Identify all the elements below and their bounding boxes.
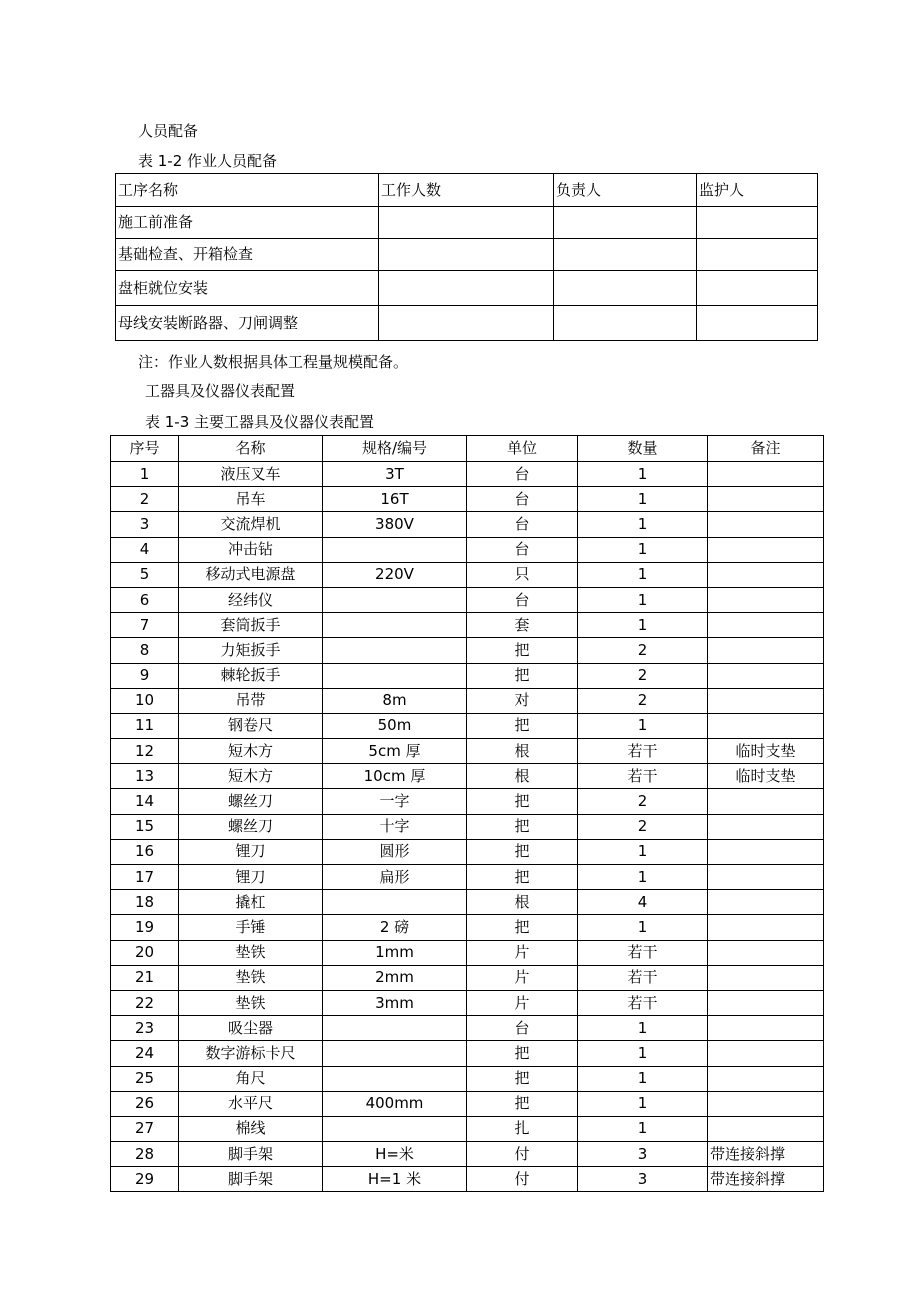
table-cell [708,487,824,512]
table-cell: 扎 [467,1116,578,1141]
table-cell [708,638,824,663]
table-cell: 4 [111,537,179,562]
table-cell: 27 [111,1116,179,1141]
table-cell: 带连接斜撑 [708,1142,824,1167]
table-cell: 20 [111,940,179,965]
table-cell [323,1116,467,1141]
table-row [116,239,818,271]
table-cell: 螺丝刀 [179,789,323,814]
table-cell: 2mm [323,965,467,990]
table-cell: 16 [111,839,179,864]
table-row [111,1142,824,1167]
table-cell [708,965,824,990]
table-cell: 片 [467,940,578,965]
table-header-row [111,436,824,462]
table-cell: 3T [323,462,467,487]
table-row [111,587,824,612]
table-cell: 5 [111,562,179,587]
table-row [111,512,824,537]
table-cell: 若干 [578,990,708,1015]
table-cell: 50m [323,713,467,738]
table-cell: 规格/编号 [323,436,467,462]
table-cell: 25 [111,1066,179,1091]
table-cell: 锂刀 [179,865,323,890]
table-cell: 对 [467,688,578,713]
table-cell: 若干 [578,965,708,990]
table-cell: 台 [467,462,578,487]
table-cell [708,713,824,738]
table-cell [379,207,554,239]
table-cell: 6 [111,587,179,612]
table-cell: 垫铁 [179,965,323,990]
table-cell: 1mm [323,940,467,965]
table-cell [708,839,824,864]
table-cell [379,271,554,306]
table-cell: 只 [467,562,578,587]
table-cell: 若干 [578,940,708,965]
table-row [111,663,824,688]
table-cell: 把 [467,839,578,864]
table-cell [708,1116,824,1141]
table-row [111,1066,824,1091]
table-row [111,915,824,940]
tools-table [110,435,824,1192]
table-row [111,890,824,915]
table-cell: 1 [578,1041,708,1066]
table-cell: 8m [323,688,467,713]
table-cell: 1 [578,865,708,890]
table-row [111,487,824,512]
staff-table [115,173,818,341]
table-cell: 1 [578,1066,708,1091]
table-cell: 5cm 厚 [323,739,467,764]
table-cell: 10cm 厚 [323,764,467,789]
staff-note: 注：作业人数根据具体工程量规模配备。 [138,353,409,371]
table-row [116,271,818,306]
table-row [111,814,824,839]
table-cell: 2 [578,663,708,688]
table-cell: 400mm [323,1091,467,1116]
table-cell: 片 [467,965,578,990]
table-cell: 把 [467,1091,578,1116]
table-cell: 套筒扳手 [179,613,323,638]
table-cell: 台 [467,537,578,562]
table-cell: 220V [323,562,467,587]
table-cell: 1 [578,915,708,940]
table-cell: 单位 [467,436,578,462]
table-cell [708,663,824,688]
table-cell [708,990,824,1015]
table-cell: 把 [467,915,578,940]
table-cell: 经纬仪 [179,587,323,612]
table-cell: 名称 [179,436,323,462]
table-cell: 把 [467,1066,578,1091]
table-cell: 负责人 [554,174,697,207]
table-cell: 撬杠 [179,890,323,915]
table-cell: 7 [111,613,179,638]
table-cell: 根 [467,764,578,789]
table-cell: 液压叉车 [179,462,323,487]
table-cell [323,1016,467,1041]
table-cell [708,462,824,487]
table-cell: 1 [578,587,708,612]
table-cell [697,239,818,271]
table-cell [323,537,467,562]
table-cell: 2 [578,688,708,713]
table-cell: 若干 [578,739,708,764]
table-cell [697,207,818,239]
table-cell: 把 [467,814,578,839]
table-cell: 冲击钻 [179,537,323,562]
table-header-row [116,174,818,207]
table-cell [708,1041,824,1066]
table-cell [323,890,467,915]
table-cell: 锂刀 [179,839,323,864]
table-row [111,688,824,713]
table-cell [323,1066,467,1091]
table-cell: 23 [111,1016,179,1041]
table-cell: 8 [111,638,179,663]
table-cell: 把 [467,638,578,663]
table-cell [379,239,554,271]
table-cell: 1 [578,562,708,587]
table-cell: 吊车 [179,487,323,512]
table-cell: 1 [578,512,708,537]
table-row [116,207,818,239]
table-cell [708,688,824,713]
table-row [111,865,824,890]
table-cell: 临时支垫 [708,764,824,789]
table-cell: 把 [467,1041,578,1066]
table-cell: 2 磅 [323,915,467,940]
table-row [111,764,824,789]
table-cell [708,814,824,839]
table-cell: 盘柜就位安装 [116,271,379,306]
section-title-tools: 工器具及仪器仪表配置 [145,382,296,400]
table-row [111,462,824,487]
table-cell [379,306,554,341]
table-cell [554,271,697,306]
table-cell: 9 [111,663,179,688]
table-row [111,1167,824,1192]
table-cell: 1 [578,839,708,864]
table-cell: 棘轮扳手 [179,663,323,688]
table-cell [708,865,824,890]
table-cell: 手锤 [179,915,323,940]
table-cell: 临时支垫 [708,739,824,764]
table-row [111,638,824,663]
table-cell: 15 [111,814,179,839]
table-cell: 1 [578,537,708,562]
table-row [111,1041,824,1066]
table-cell: 数量 [578,436,708,462]
table-cell: 短木方 [179,739,323,764]
table-row [111,739,824,764]
table-cell [708,915,824,940]
table-cell: 工作人数 [379,174,554,207]
table-cell: 1 [578,487,708,512]
table-cell [708,562,824,587]
table-cell: 扁形 [323,865,467,890]
table-row [116,306,818,341]
table-cell [697,306,818,341]
table-row [111,789,824,814]
table-cell: H=米 [323,1142,467,1167]
table-row [111,965,824,990]
table-cell: 2 [578,789,708,814]
table-cell: 垫铁 [179,940,323,965]
table-cell: 棉线 [179,1116,323,1141]
table-cell: 若干 [578,764,708,789]
table-cell: 1 [578,613,708,638]
table-cell [554,306,697,341]
staff-table-caption: 表 1-2 作业人员配备 [138,152,278,170]
table-cell: 1 [578,1016,708,1041]
table-cell: 基础检查、开箱检查 [116,239,379,271]
table-cell: 1 [578,1116,708,1141]
table-cell: 吊带 [179,688,323,713]
table-cell [708,1016,824,1041]
table-cell [708,1066,824,1091]
table-cell: 付 [467,1142,578,1167]
table-cell: 2 [111,487,179,512]
table-cell [323,1041,467,1066]
table-cell: 监护人 [697,174,818,207]
table-cell: 移动式电源盘 [179,562,323,587]
table-cell: 角尺 [179,1066,323,1091]
table-cell: 力矩扳手 [179,638,323,663]
table-row [111,537,824,562]
table-cell: 2 [578,814,708,839]
table-cell: 垫铁 [179,990,323,1015]
table-row [111,1116,824,1141]
table-cell: 24 [111,1041,179,1066]
table-cell: 带连接斜撑 [708,1167,824,1192]
table-cell: 3 [111,512,179,537]
table-cell: 工序名称 [116,174,379,207]
table-cell: 10 [111,688,179,713]
table-cell: 11 [111,713,179,738]
table-cell: 4 [578,890,708,915]
table-cell: 片 [467,990,578,1015]
table-cell [323,638,467,663]
table-cell: 21 [111,965,179,990]
table-cell [708,587,824,612]
table-row [111,839,824,864]
table-cell [708,940,824,965]
table-cell: 22 [111,990,179,1015]
table-cell: 把 [467,663,578,688]
table-cell: 十字 [323,814,467,839]
table-cell: 16T [323,487,467,512]
table-cell: 数字游标卡尺 [179,1041,323,1066]
table-cell [554,207,697,239]
table-cell: 14 [111,789,179,814]
table-cell [708,537,824,562]
table-cell: 根 [467,739,578,764]
table-cell: 380V [323,512,467,537]
table-cell: 螺丝刀 [179,814,323,839]
table-cell: 序号 [111,436,179,462]
table-row [111,613,824,638]
table-cell: 13 [111,764,179,789]
table-cell: 台 [467,512,578,537]
table-cell: 28 [111,1142,179,1167]
table-cell [323,613,467,638]
table-cell: 套 [467,613,578,638]
table-cell: 母线安装断路器、刀闸调整 [116,306,379,341]
table-cell: 3 [578,1167,708,1192]
table-cell: 19 [111,915,179,940]
table-row [111,1091,824,1116]
table-cell: 3mm [323,990,467,1015]
table-cell: 18 [111,890,179,915]
table-row [111,1016,824,1041]
table-cell: 脚手架 [179,1167,323,1192]
table-cell: 短木方 [179,764,323,789]
table-cell: 台 [467,587,578,612]
table-cell: 水平尺 [179,1091,323,1116]
table-cell: 1 [578,713,708,738]
table-cell: 1 [578,462,708,487]
table-cell: 钢卷尺 [179,713,323,738]
table-cell: 备注 [708,436,824,462]
table-cell: 一字 [323,789,467,814]
table-cell: 12 [111,739,179,764]
section-title-staff: 人员配备 [138,122,199,140]
table-cell: 施工前准备 [116,207,379,239]
table-cell: 17 [111,865,179,890]
table-cell [708,512,824,537]
table-cell: 1 [111,462,179,487]
table-cell [708,613,824,638]
table-cell: 吸尘器 [179,1016,323,1041]
table-row [111,940,824,965]
table-cell [708,789,824,814]
table-cell: 把 [467,789,578,814]
table-cell: 付 [467,1167,578,1192]
table-cell: 2 [578,638,708,663]
table-cell: 26 [111,1091,179,1116]
table-cell [323,663,467,688]
tools-table-caption: 表 1-3 主要工器具及仪器仪表配置 [145,413,375,431]
table-cell [697,271,818,306]
table-cell: 台 [467,1016,578,1041]
table-cell: 3 [578,1142,708,1167]
table-cell: 根 [467,890,578,915]
table-cell [708,1091,824,1116]
table-cell: 台 [467,487,578,512]
table-row [111,990,824,1015]
table-cell: 圆形 [323,839,467,864]
table-cell: H=1 米 [323,1167,467,1192]
table-cell [554,239,697,271]
table-row [111,713,824,738]
table-cell: 脚手架 [179,1142,323,1167]
table-cell: 1 [578,1091,708,1116]
table-cell [708,890,824,915]
table-cell [323,587,467,612]
table-cell: 把 [467,865,578,890]
table-cell: 把 [467,713,578,738]
table-cell: 交流焊机 [179,512,323,537]
table-cell: 29 [111,1167,179,1192]
table-row [111,562,824,587]
